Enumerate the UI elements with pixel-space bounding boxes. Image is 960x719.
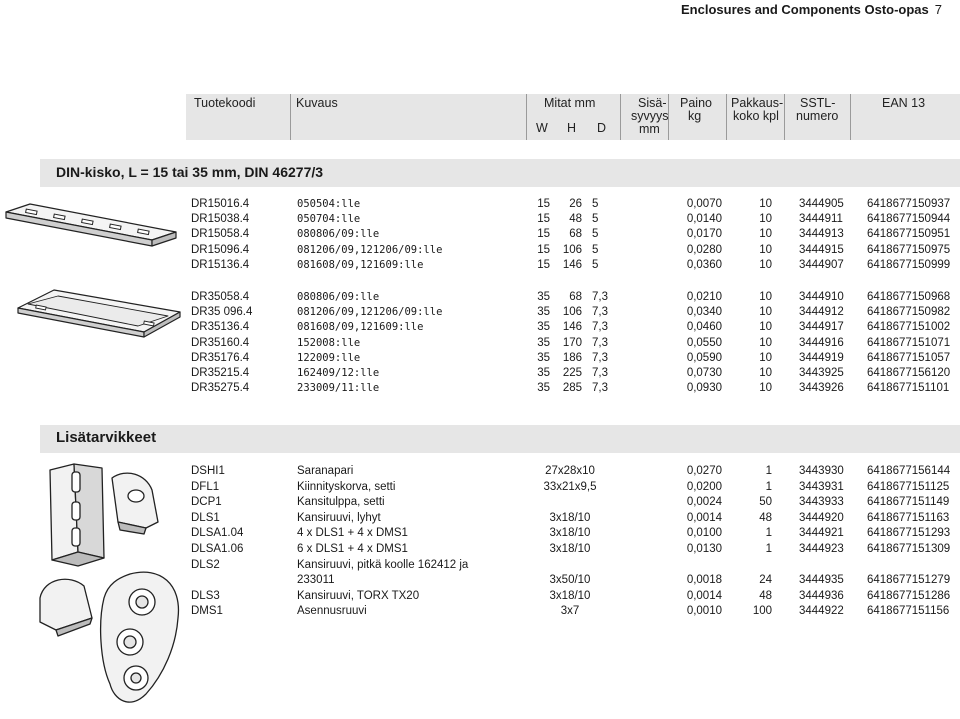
width-value: 15 [537, 258, 550, 271]
height-value: 48 [569, 213, 582, 226]
table-row [0, 351, 960, 366]
product-code: DR35136.4 [191, 321, 250, 334]
weight-value: 0,0070 [686, 198, 722, 210]
width-value: 35 [537, 336, 550, 349]
col-sstl-2: numero [796, 109, 839, 123]
weight-value: 0,0730 [686, 367, 722, 379]
col-ean: EAN 13 [882, 96, 926, 110]
page-header [681, 2, 942, 17]
weight-value: 0,0930 [686, 382, 722, 395]
description: 081608/09,121609:lle [297, 258, 424, 271]
dimensions: 3x18/10 [549, 589, 591, 602]
description: 4 x DLS1 + 4 x DMS1 [297, 527, 408, 540]
product-code: DLS1 [191, 511, 220, 524]
ean-code: 6418677156120 [867, 367, 951, 379]
ean-code: 6418677150944 [867, 213, 951, 226]
dimensions: 3x7 [560, 605, 580, 618]
weight-value: 0,0010 [686, 605, 722, 618]
weight-value: 0,0014 [686, 511, 722, 524]
sstl-number: 3444916 [799, 336, 844, 349]
ean-code: 6418677150937 [867, 198, 951, 210]
sstl-number: 3444919 [799, 351, 844, 364]
table-row [0, 290, 960, 305]
ean-code: 6418677151002 [867, 321, 951, 334]
pack-size: 50 [759, 496, 772, 509]
height-value: 285 [562, 382, 582, 395]
sstl-number: 3443930 [799, 465, 844, 477]
pack-size: 10 [759, 382, 772, 395]
description: Kiinnityskorva, setti [297, 480, 396, 493]
weight-value: 0,0270 [686, 465, 722, 477]
description: 050504:lle [297, 198, 361, 210]
depth-value: 7,3 [592, 321, 608, 334]
depth-value: 5 [592, 258, 599, 271]
product-code: DLSA1.06 [191, 543, 244, 555]
sstl-number: 3444910 [799, 291, 844, 303]
product-code: DR15038.4 [191, 213, 250, 226]
sstl-number: 3444935 [799, 574, 844, 587]
description: 080806/09:lle [297, 228, 380, 241]
ean-code: 6418677156144 [867, 465, 951, 477]
table-row [0, 604, 960, 619]
ean-code: 6418677150982 [867, 306, 951, 319]
description: Saranapari [297, 465, 354, 477]
height-value: 68 [569, 228, 582, 241]
width-value: 15 [537, 213, 550, 226]
table-row [0, 542, 960, 557]
section-din-kisko [40, 159, 960, 187]
weight-value: 0,0024 [686, 496, 722, 509]
table-row [0, 558, 960, 573]
width-value: 35 [537, 306, 550, 319]
depth-value: 7,3 [592, 382, 608, 395]
table-row [0, 526, 960, 541]
pack-size: 10 [759, 228, 772, 241]
col-paino-2: kg [688, 109, 702, 123]
ean-code: 6418677150968 [867, 291, 951, 303]
sstl-number: 3443933 [799, 496, 844, 509]
ean-code: 6418677151279 [867, 574, 951, 587]
pack-size: 10 [759, 213, 772, 226]
column-header [186, 94, 960, 140]
col-tuotekoodi: Tuotekoodi [194, 96, 256, 110]
ean-code: 6418677151163 [867, 511, 950, 524]
col-sisasyvyys-3: mm [639, 122, 660, 136]
pack-size: 1 [765, 480, 772, 493]
weight-value: 0,0014 [686, 589, 722, 602]
pack-size: 10 [759, 198, 772, 210]
width-value: 15 [537, 243, 550, 256]
sstl-number: 3444913 [799, 228, 844, 241]
pack-size: 1 [765, 465, 772, 477]
weight-value: 0,0100 [686, 527, 722, 540]
ean-code: 6418677151071 [867, 336, 951, 349]
product-code: DR15058.4 [191, 228, 250, 241]
table-row [0, 511, 960, 526]
sstl-number: 3444915 [799, 243, 844, 256]
product-code: DR35058.4 [191, 291, 250, 303]
description: 080806/09:lle [297, 291, 380, 303]
pack-size: 1 [765, 527, 772, 540]
weight-value: 0,0550 [686, 336, 722, 349]
sstl-number: 3444923 [799, 543, 844, 555]
sstl-number: 3444917 [799, 321, 844, 334]
depth-value: 5 [592, 198, 599, 210]
sstl-number: 3444922 [799, 605, 844, 618]
pack-size: 10 [759, 243, 772, 256]
product-code: DLS3 [191, 589, 220, 602]
product-code: DR35 096.4 [191, 306, 253, 319]
ean-code: 6418677150975 [867, 243, 951, 256]
dimensions: 3x50/10 [549, 574, 591, 587]
table-row [0, 464, 960, 479]
table-row [0, 212, 960, 227]
pack-size: 10 [759, 291, 772, 303]
product-code: DLS2 [191, 558, 220, 571]
sstl-number: 3443926 [799, 382, 844, 395]
pack-size: 48 [759, 589, 772, 602]
pack-size: 24 [759, 574, 772, 587]
pack-size: 1 [765, 543, 772, 555]
pack-size: 10 [759, 367, 772, 379]
weight-value: 0,0200 [686, 480, 722, 493]
description: 152008:lle [297, 336, 361, 349]
description: 162409/12:lle [297, 367, 380, 379]
height-value: 68 [569, 291, 582, 303]
section-lisatarvikkeet [40, 425, 960, 453]
section-title: Lisätarvikkeet [56, 429, 157, 446]
description: 050704:lle [297, 213, 361, 226]
height-value: 106 [562, 243, 582, 256]
description: Kansiruuvi, pitkä koolle 162412 ja [297, 558, 469, 571]
table-row [0, 197, 960, 212]
width-value: 15 [537, 198, 550, 210]
depth-value: 5 [592, 243, 599, 256]
table-row [0, 243, 960, 258]
table-row [0, 336, 960, 351]
depth-value: 5 [592, 228, 599, 241]
weight-value: 0,0360 [686, 258, 722, 271]
weight-value: 0,0590 [686, 351, 722, 364]
weight-value: 0,0170 [686, 228, 722, 241]
table-row [0, 366, 960, 381]
table-row [0, 480, 960, 495]
sstl-number: 3443931 [799, 480, 844, 493]
height-value: 106 [562, 306, 582, 319]
table-row [0, 258, 960, 273]
section-title: DIN-kisko, L = 15 tai 35 mm, DIN 46277/3 [56, 164, 324, 180]
height-value: 186 [562, 351, 582, 364]
description: 081206/09,121206/09:lle [297, 306, 443, 319]
dimensions: 27x28x10 [545, 465, 595, 477]
ean-code: 6418677151125 [867, 480, 950, 493]
table-row [0, 320, 960, 335]
weight-value: 0,0210 [686, 291, 722, 303]
product-code: DR15016.4 [191, 198, 250, 210]
ean-code: 6418677151101 [867, 382, 950, 395]
height-value: 26 [569, 198, 582, 210]
col-mitat: Mitat mm [544, 96, 596, 110]
table-row [0, 381, 960, 396]
height-value: 225 [562, 367, 582, 379]
product-code: DLSA1.04 [191, 527, 244, 540]
dimensions: 3x18/10 [549, 511, 591, 524]
description: Kansiruuvi, lyhyt [297, 511, 381, 524]
product-code: DMS1 [191, 605, 223, 618]
ean-code: 6418677151286 [867, 589, 951, 602]
product-code: DSHI1 [191, 465, 225, 477]
col-pakkaus-2: koko kpl [733, 109, 779, 123]
pack-size: 10 [759, 306, 772, 319]
width-value: 15 [537, 228, 550, 241]
depth-value: 7,3 [592, 306, 608, 319]
col-paino-1: Paino [680, 96, 712, 110]
width-value: 35 [537, 367, 550, 379]
sstl-number: 3444920 [799, 511, 844, 524]
depth-value: 7,3 [592, 291, 608, 303]
col-kuvaus: Kuvaus [296, 96, 338, 110]
dimensions: 3x18/10 [549, 543, 591, 555]
ean-code: 6418677151293 [867, 527, 951, 540]
product-code: DR35275.4 [191, 382, 250, 395]
height-value: 146 [562, 321, 582, 334]
ean-code: 6418677151309 [867, 543, 951, 555]
height-value: 146 [562, 258, 582, 271]
pack-size: 10 [759, 336, 772, 349]
sstl-number: 3443925 [799, 367, 844, 379]
product-code: DFL1 [191, 480, 220, 493]
col-h: H [567, 121, 577, 135]
depth-value: 7,3 [592, 367, 608, 379]
description: 081608/09,121609:lle [297, 321, 424, 334]
width-value: 35 [537, 291, 550, 303]
dimensions: 33x21x9,5 [543, 480, 597, 493]
ean-code: 6418677150951 [867, 228, 951, 241]
weight-value: 0,0140 [686, 213, 722, 226]
table-row [0, 495, 960, 510]
ean-code: 6418677151057 [867, 351, 951, 364]
description: Asennusruuvi [297, 605, 367, 618]
sstl-number: 3444912 [799, 306, 844, 319]
sstl-number: 3444911 [799, 213, 843, 226]
table-row [0, 305, 960, 320]
width-value: 35 [537, 321, 550, 334]
product-code: DR35160.4 [191, 336, 250, 349]
pack-size: 10 [759, 321, 772, 334]
col-d: D [597, 121, 607, 135]
sstl-number: 3444907 [799, 258, 844, 271]
width-value: 35 [537, 382, 550, 395]
ean-code: 6418677150999 [867, 258, 951, 271]
height-value: 170 [562, 336, 582, 349]
depth-value: 5 [592, 213, 599, 226]
col-sstl-1: SSTL- [800, 96, 836, 110]
page-number: 7 [934, 2, 942, 17]
table-row [0, 573, 960, 588]
pack-size: 100 [752, 605, 772, 618]
description: Kansitulppa, setti [297, 496, 385, 509]
product-code: DR15136.4 [191, 258, 250, 271]
description: 233009/11:lle [297, 382, 380, 395]
product-code: DR15096.4 [191, 243, 250, 256]
description: 081206/09,121206/09:lle [297, 243, 443, 256]
width-value: 35 [537, 351, 550, 364]
pack-size: 48 [759, 511, 772, 524]
depth-value: 7,3 [592, 336, 608, 349]
ean-code: 6418677151156 [867, 605, 950, 618]
depth-value: 7,3 [592, 351, 608, 364]
product-code: DR35215.4 [191, 367, 250, 379]
weight-value: 0,0460 [686, 321, 722, 334]
description: Kansiruuvi, TORX TX20 [297, 589, 420, 602]
col-w: W [536, 121, 548, 135]
document-title: Enclosures and Components Osto-opas [681, 2, 929, 17]
dimensions: 3x18/10 [549, 527, 591, 540]
sstl-number: 3444936 [799, 589, 844, 602]
sstl-number: 3444905 [799, 198, 844, 210]
pack-size: 10 [759, 351, 772, 364]
description: 6 x DLS1 + 4 x DMS1 [297, 543, 408, 555]
product-code: DR35176.4 [191, 351, 250, 364]
product-code: DCP1 [191, 496, 222, 509]
weight-value: 0,0340 [686, 306, 722, 319]
description: 122009:lle [297, 351, 361, 364]
table-row [0, 589, 960, 604]
ean-code: 6418677151149 [867, 496, 950, 509]
col-sisasyvyys-1: Sisä- [638, 96, 667, 110]
pack-size: 10 [759, 258, 772, 271]
col-pakkaus-1: Pakkaus- [731, 96, 784, 110]
table-row [0, 227, 960, 242]
weight-value: 0,0280 [686, 243, 722, 256]
col-sisasyvyys-2: syvyys [631, 109, 669, 123]
weight-value: 0,0130 [686, 543, 722, 555]
description: 233011 [297, 574, 335, 587]
weight-value: 0,0018 [686, 574, 722, 587]
sstl-number: 3444921 [799, 527, 844, 540]
